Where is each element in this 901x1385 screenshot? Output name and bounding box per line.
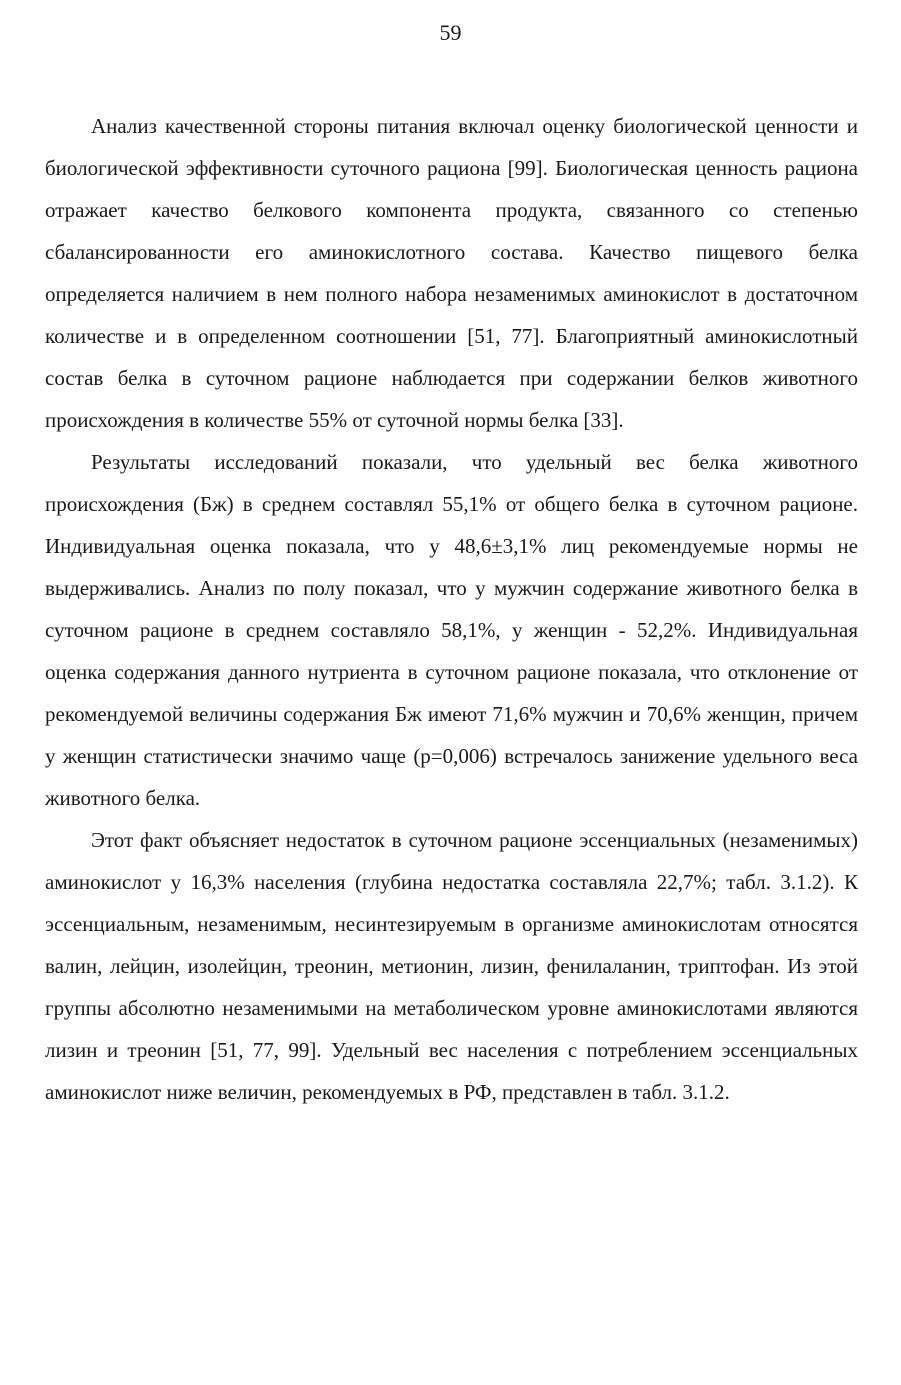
page-number: 59 <box>439 20 462 45</box>
paragraph-essential-amino-acids: Этот факт объясняет недостаток в суточном рационе эссенциальных (незаменимых) аминокислот у 16,3% населения (глубина недостатка составляла 22,7%; табл. 3.1.2). К эссенциальным, незаменимым, несинтезируемым в организме аминокислотам относятся валин, лейцин, изолейцин, треонин, метионин, лизин, фенилаланин, триптофан. Из этой группы абсолютно незаменимыми на метаболическом уровне аминокислотами являются лизин и треонин [51, 77, 99]. Удельный вес населения с потреблением эссенциальных аминокислот ниже величин, рекомендуемых в РФ, представлен в табл. 3.1.2. <box>45 828 858 1104</box>
paragraph-nutrition-quality: Анализ качественной стороны питания включал оценку биологической ценности и биологической эффективности суточного рациона [99]. Биологическая ценность рациона отражает качество белкового компонента продукта, связанного со степенью сбалансированности его аминокислотного состава. Качество пищевого белка определяется наличием в нем полного набора незаменимых аминокислот в достаточном количестве и в определенном соотношении [51, 77]. Благоприятный аминокислотный состав белка в суточном рационе наблюдается при содержании белков животного происхождения в количестве 55% от суточной нормы белка [33]. <box>45 114 858 432</box>
paragraph-animal-protein-results: Результаты исследований показали, что удельный вес белка животного происхождения (Бж) в среднем составлял 55,1% от общего белка в суточном рационе. Индивидуальная оценка показала, что у 48,6±3,1% лиц рекомендуемые нормы не выдерживались. Анализ по полу показал, что у мужчин содержание животного белка в суточном рационе в среднем составляло 58,1%, у женщин - 52,2%. Индивидуальная оценка содержания данного нутриента в суточном рационе показала, что отклонение от рекомендуемой величины содержания Бж имеют 71,6% мужчин и 70,6% женщин, причем у женщин статистически значимо чаще (p=0,006) встречалось занижение удельного веса животного белка. <box>45 450 858 810</box>
document-body <box>45 105 858 1113</box>
